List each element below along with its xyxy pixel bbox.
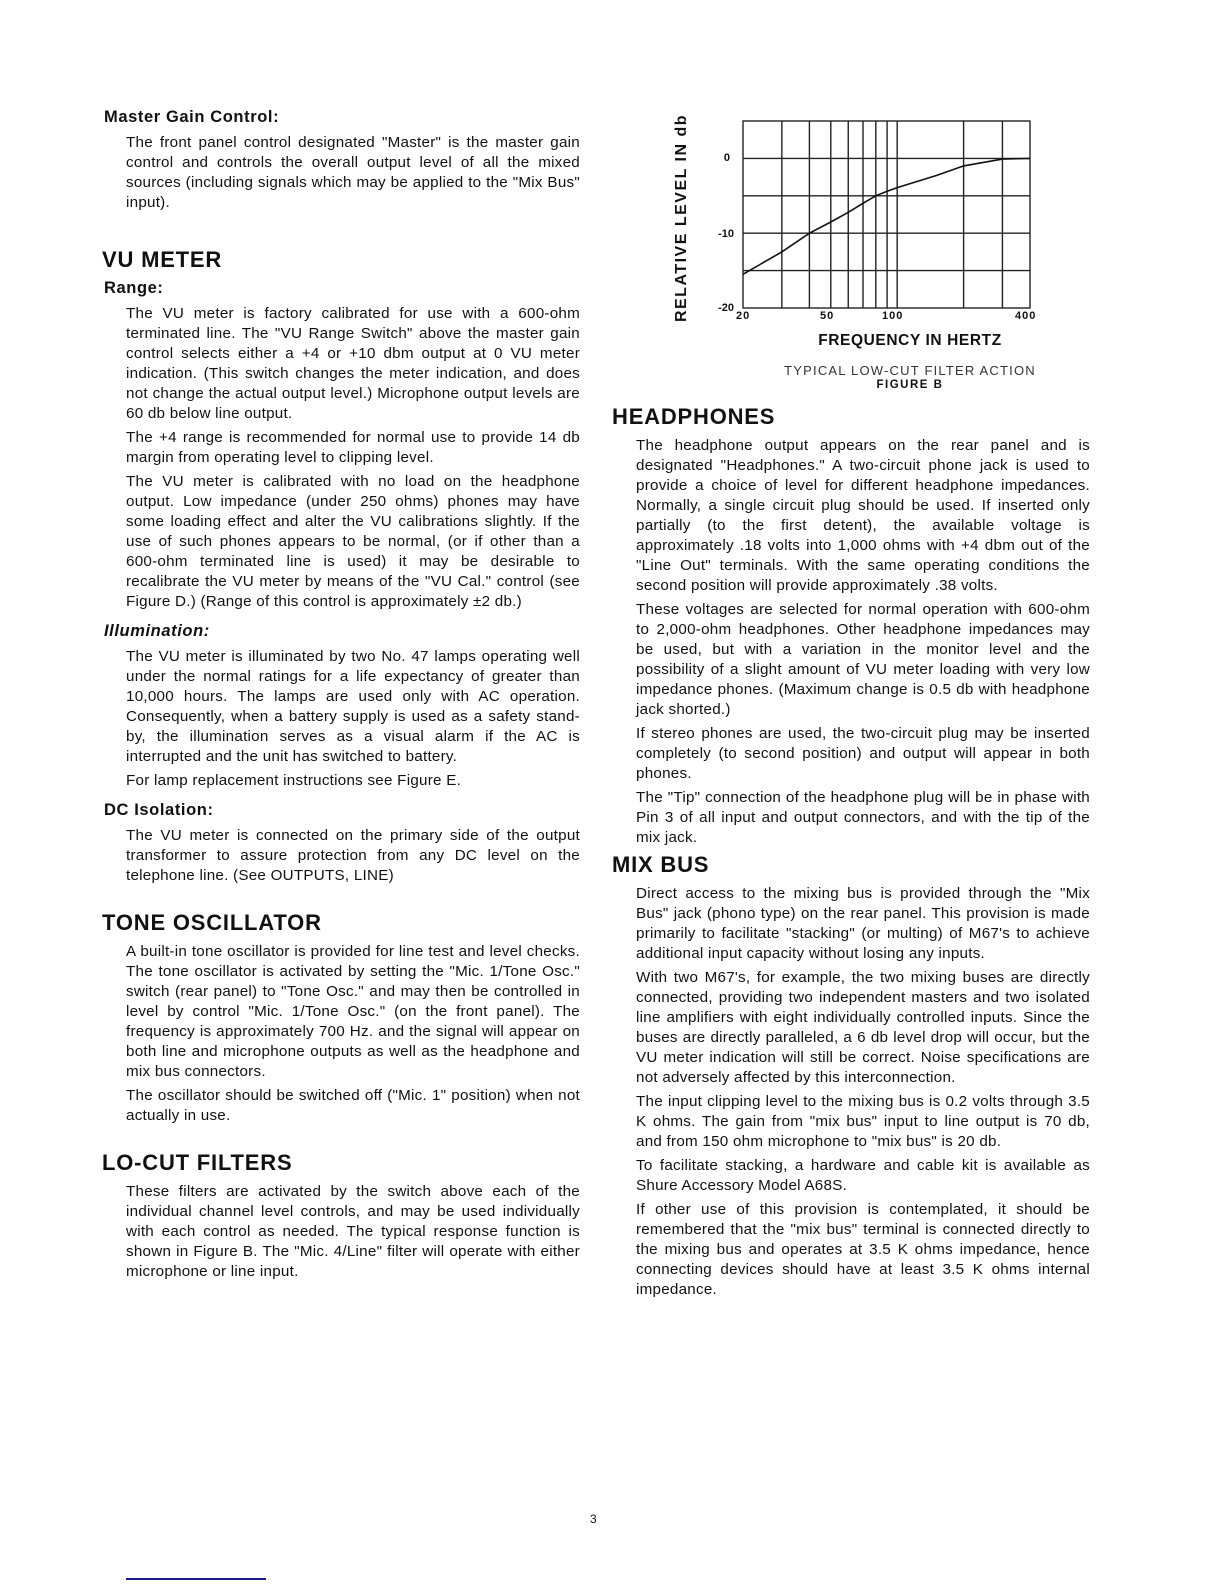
mix-bus-paragraph-1: Direct access to the mixing bus is provided through the "Mix Bus" jack (phono type) on the rear panel. This provision is made primarily to facilitate "stacking" (or multing) of M67's to achieve additional input capacity without losing any inputs. — [636, 885, 1090, 962]
range-paragraph-1: The VU meter is factory calibrated for use with a 600-ohm terminated line. The "VU Range Switch" above the master gain control selects either a +4 or +10 dbm output at 0 VU meter indication. (This switch changes the meter indication, and does not change the actual output level.) Microphone output levels are 60 db below line output. — [126, 305, 580, 422]
x-tick-100: 100 — [882, 310, 904, 322]
mix-bus-paragraph-5: If other use of this provision is contemplated, it should be remembered that the "mix bus" terminal is connected directly to the mixing bus and operates at 3.5 K ohms impedance, hence connecting devices should have at least 3.5 K ohms internal impedance. — [636, 1201, 1090, 1298]
right-column — [614, 404, 1090, 1304]
mix-bus-paragraph-3: The input clipping level to the mixing bus is 0.2 volts through 3.5 K ohms. The gain from "mix bus" input to line output is 70 db, and from 150 ohm microphone to "mix bus" is 20 db. — [636, 1093, 1090, 1150]
illumination-paragraph-1: The VU meter is illuminated by two No. 47 lamps operating well under the normal ratings for a life expectancy of greater than 10,000 hours. The lamps are used only with AC operation. Consequently, when a battery supply is used as a safety stand-by, the illumination serves as a visual alarm if the AC is interrupted and the unit has switched to battery. — [126, 648, 580, 765]
chart-y-axis-label: RELATIVE LEVEL IN db — [673, 113, 690, 322]
lo-cut-filters-title: LO-CUT FILTERS — [102, 1150, 293, 1175]
y-tick-minus-20: -20 — [718, 302, 734, 314]
tone-oscillator-title: TONE OSCILLATOR — [102, 910, 322, 935]
chart-x-axis-label: FREQUENCY IN HERTZ — [818, 332, 1002, 349]
tone-oscillator-paragraph-1: A built-in tone oscillator is provided for line test and level checks. The tone oscillator is activated by setting the "Mic. 1/Tone Osc." switch (rear panel) to "Tone Osc." and may then be controlled in level by control "Mic. 1/Tone Osc." (on the front panel). The frequency is approximately 700 Hz. and the signal will appear on both line and microphone outputs as well as the headphone and mix bus connectors. — [126, 943, 580, 1080]
chart-plot-area — [660, 80, 1080, 330]
left-column — [104, 108, 580, 1286]
master-gain-heading: Master Gain Control: — [104, 108, 280, 126]
illumination-heading: Illumination: — [104, 622, 210, 640]
x-tick-50: 50 — [820, 310, 835, 322]
lo-cut-filters-paragraph: These filters are activated by the switch above each of the individual channel level controls, and may be used individually with each control as needed. The typical response function is shown in Figure B. The "Mic. 4/Line" filter will operate with either microphone or line input. — [126, 1183, 580, 1280]
figure-b-chart — [660, 80, 1080, 400]
headphones-paragraph-1: The headphone output appears on the rear panel and is designated "Headphones." A two-circuit phone jack is used to provide a choice of level for different headphone impedances. Normally, a single circuit plug should be used. If inserted only partially (to the first detent), the available voltage is approximately .18 volts into 1,000 ohms with +4 dbm out of the "Line Out" terminals. With the same operating conditions the second position will provide approximately .38 volts. — [636, 437, 1090, 594]
footer-rule — [126, 1578, 266, 1580]
y-tick-minus-10: -10 — [718, 228, 734, 240]
tone-oscillator-paragraph-2: The oscillator should be switched off ("Mic. 1" position) when not actually in use. — [126, 1087, 580, 1124]
vu-meter-title: VU METER — [102, 247, 223, 272]
range-paragraph-3: The VU meter is calibrated with no load on the headphone output. Low impedance (under 250 ohms) phones may have some loading effect and alter the VU calibrations slightly. If the use of such phones appears to be normal, (or if other than a 600-ohm terminated line is used) it may be desirable to recalibrate the VU meter by means of the "VU Cal." control (see Figure D.) (Range of this control is approximately ±2 db.) — [126, 473, 580, 610]
headphones-paragraph-3: If stereo phones are used, the two-circuit plug may be inserted completely (to second position) and output will appear in both phones. — [636, 725, 1090, 782]
headphones-paragraph-2: These voltages are selected for normal operation with 600-ohm to 2,000-ohm headphones. Other headphone impedances may be used, but with a variation in the monitor level and the possibility of a slight amount of VU meter loading with very low impedance phones. (Maximum change is 0.5 db with headphone jack shorted.) — [636, 601, 1090, 718]
dc-isolation-heading: DC Isolation: — [104, 801, 214, 819]
page-number: 3 — [590, 1512, 597, 1526]
x-tick-400: 400 — [1015, 310, 1037, 322]
x-tick-20: 20 — [736, 310, 751, 322]
master-gain-paragraph: The front panel control designated "Master" is the master gain control and controls the overall output level of all the mixed sources (including signals which may be applied to the "Mix Bus" input). — [126, 134, 580, 211]
mix-bus-paragraph-4: To facilitate stacking, a hardware and cable kit is available as Shure Accessory Model A68S. — [636, 1157, 1090, 1194]
dc-isolation-paragraph: The VU meter is connected on the primary side of the output transformer to assure protection from any DC level on the telephone line. (See OUTPUTS, LINE) — [126, 827, 580, 884]
mix-bus-title: MIX BUS — [612, 852, 710, 877]
figure-caption: TYPICAL LOW-CUT FILTER ACTION — [784, 363, 1036, 378]
figure-label: FIGURE B — [876, 379, 944, 391]
range-paragraph-2: The +4 range is recommended for normal use to provide 14 db margin from operating level to clipping level. — [126, 429, 580, 466]
headphones-paragraph-4: The "Tip" connection of the headphone plug will be in phase with Pin 3 of all input and output connectors, and with the tip of the mix jack. — [636, 789, 1090, 846]
mix-bus-paragraph-2: With two M67's, for example, the two mixing buses are directly connected, providing two independent masters and two isolated line amplifiers with eight individually controlled inputs. Since the buses are directly paralleled, a 6 db level drop will occur, but the VU meter indication will still be correct. Noise specifications are not adversely affected by this interconnection. — [636, 969, 1090, 1086]
headphones-title: HEADPHONES — [612, 404, 776, 429]
y-tick-0: 0 — [723, 152, 730, 164]
range-heading: Range: — [104, 279, 164, 297]
illumination-paragraph-2: For lamp replacement instructions see Figure E. — [126, 772, 462, 789]
